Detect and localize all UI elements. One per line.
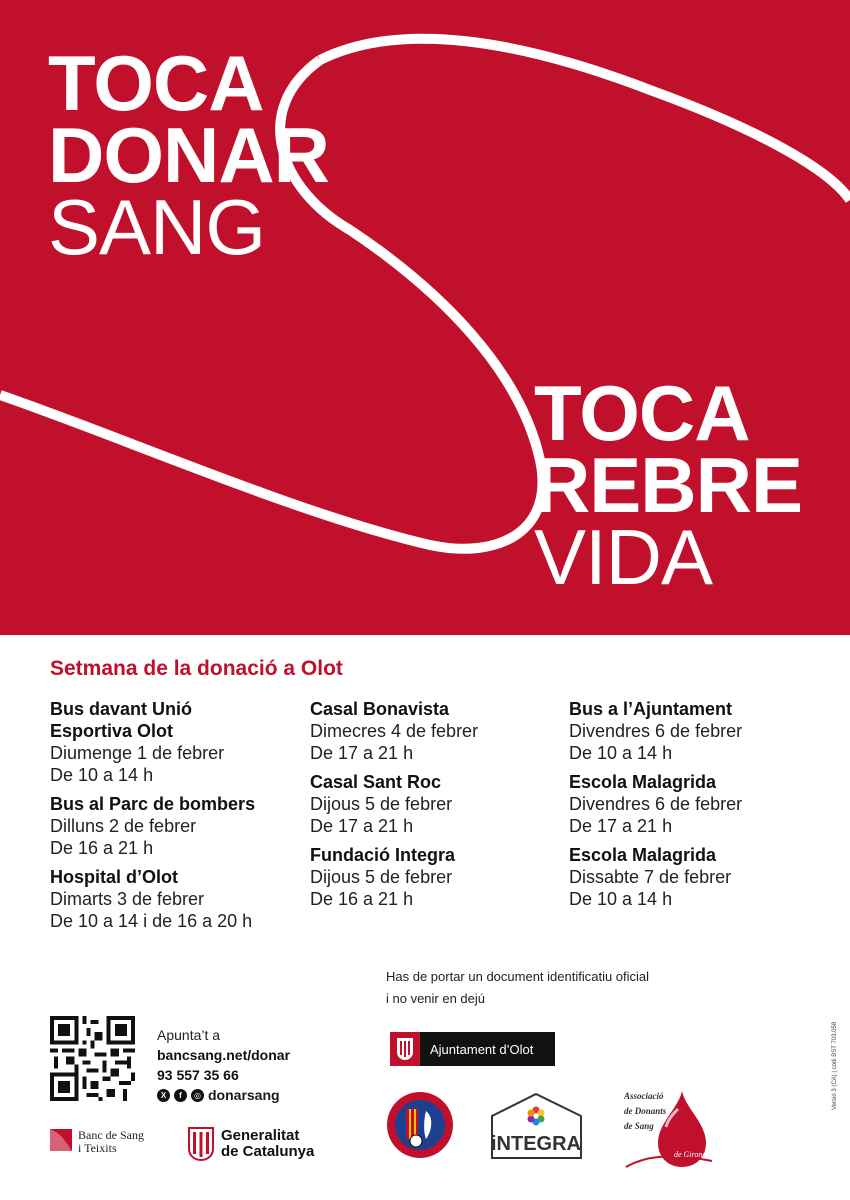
event: [50, 698, 300, 786]
integra-wordmark: iNTEGRA: [491, 1133, 581, 1155]
event-date: Dilluns 2 de febrer: [50, 816, 197, 836]
ajuntament-shield-icon: [390, 1032, 420, 1066]
event-time: De 10 a 14 i de 16 a 20 h: [50, 911, 253, 931]
event-place: Bus a l’Ajuntament: [569, 699, 733, 719]
event-place: Escola Malagrida: [569, 772, 717, 792]
info-section: [0, 635, 850, 1200]
headline-rebre: [533, 369, 802, 601]
event-place: Hospital d’Olot: [50, 867, 178, 887]
event: [310, 844, 560, 910]
ajuntament-name: Ajuntament d’Olot: [430, 1041, 534, 1057]
event-place: Casal Sant Roc: [310, 772, 442, 792]
event: [310, 771, 560, 837]
unio-esportiva-olot-badge-icon: [386, 1091, 454, 1159]
event-date: Dijous 5 de febrer: [310, 794, 453, 814]
event-time: De 10 a 14 h: [569, 889, 673, 909]
event: [569, 844, 819, 910]
event-time: De 17 a 21 h: [310, 743, 414, 763]
version-code: Versió 3 (CA) | codi BST 703.058: [832, 1021, 838, 1110]
event-date: Dijous 5 de febrer: [310, 867, 453, 887]
event: [50, 793, 300, 859]
event-time: De 10 a 14 h: [50, 765, 154, 785]
event-time: De 10 a 14 h: [569, 743, 673, 763]
ajuntament-logo: [390, 1032, 555, 1066]
assoc-line: de Sang: [624, 1121, 654, 1131]
event-place: Fundació Integra: [310, 845, 456, 865]
event-time: De 16 a 21 h: [50, 838, 154, 858]
event-date: Divendres 6 de febrer: [569, 721, 743, 741]
appointment-phone[interactable]: 93 557 35 66: [157, 1067, 239, 1083]
event: [310, 698, 560, 764]
headline-line: VIDA: [533, 512, 713, 601]
banc-sang-logo: [50, 1129, 144, 1155]
event-date: Dimarts 3 de febrer: [50, 889, 205, 909]
schedule-column: [50, 698, 300, 939]
event: [569, 771, 819, 837]
headline-line: TOCA: [533, 369, 750, 457]
event-time: De 16 a 21 h: [310, 889, 414, 909]
banc-sang-mark-icon: [50, 1129, 72, 1151]
banc-line: Banc de Sang: [78, 1128, 144, 1142]
notice-line: Has de portar un document identificatiu oficial: [386, 969, 650, 984]
event-date: Divendres 6 de febrer: [569, 794, 743, 814]
event-time: De 17 a 21 h: [310, 816, 414, 836]
appointment-info: [157, 1025, 290, 1105]
event-date: Diumenge 1 de febrer: [50, 743, 225, 763]
notice-line: i no venir en dejú: [386, 991, 486, 1006]
event-time: De 17 a 21 h: [569, 816, 673, 836]
appointment-url[interactable]: bancsang.net/donar: [157, 1047, 291, 1063]
week-title: Setmana de la donació a Olot: [50, 657, 343, 680]
generalitat-line: de Catalunya: [221, 1143, 315, 1160]
event-place: Bus davant Unió Esportiva Olot: [50, 699, 193, 741]
event-date: Dissabte 7 de febrer: [569, 867, 732, 887]
event: [50, 866, 300, 932]
qr-code[interactable]: [50, 1016, 135, 1101]
event-place: Casal Bonavista: [310, 699, 450, 719]
instagram-icon[interactable]: ◎: [191, 1089, 204, 1102]
generalitat-line: Generalitat: [221, 1127, 300, 1144]
generalitat-logo: [188, 1127, 314, 1161]
social-handles: [157, 1085, 290, 1105]
headline-line: REBRE: [533, 440, 802, 529]
event: [569, 698, 819, 764]
appointment-intro: Apunta’t a: [157, 1027, 221, 1043]
assoc-line: de Girona: [674, 1150, 707, 1159]
id-notice: [386, 966, 649, 1010]
social-handle[interactable]: donarsang: [208, 1087, 280, 1103]
headline-donar: [48, 39, 329, 271]
associacio-donants-logo: [620, 1083, 720, 1171]
facebook-icon[interactable]: f: [174, 1089, 187, 1102]
integra-logo: [488, 1090, 585, 1162]
headline-line: DONAR: [48, 110, 329, 199]
event-date: Dimecres 4 de febrer: [310, 721, 479, 741]
schedule-column: [310, 698, 560, 917]
assoc-line: de Donants: [624, 1106, 667, 1116]
headline-line: SANG: [48, 182, 266, 271]
event-place: Bus al Parc de bombers: [50, 794, 256, 814]
event-place: Escola Malagrida: [569, 845, 717, 865]
x-icon[interactable]: X: [157, 1089, 170, 1102]
schedule-column: [569, 698, 819, 917]
assoc-line: Associació: [624, 1091, 664, 1101]
headline-line: TOCA: [48, 39, 264, 127]
banc-line: i Teixits: [78, 1141, 117, 1155]
generalitat-emblem-icon: [188, 1127, 214, 1161]
